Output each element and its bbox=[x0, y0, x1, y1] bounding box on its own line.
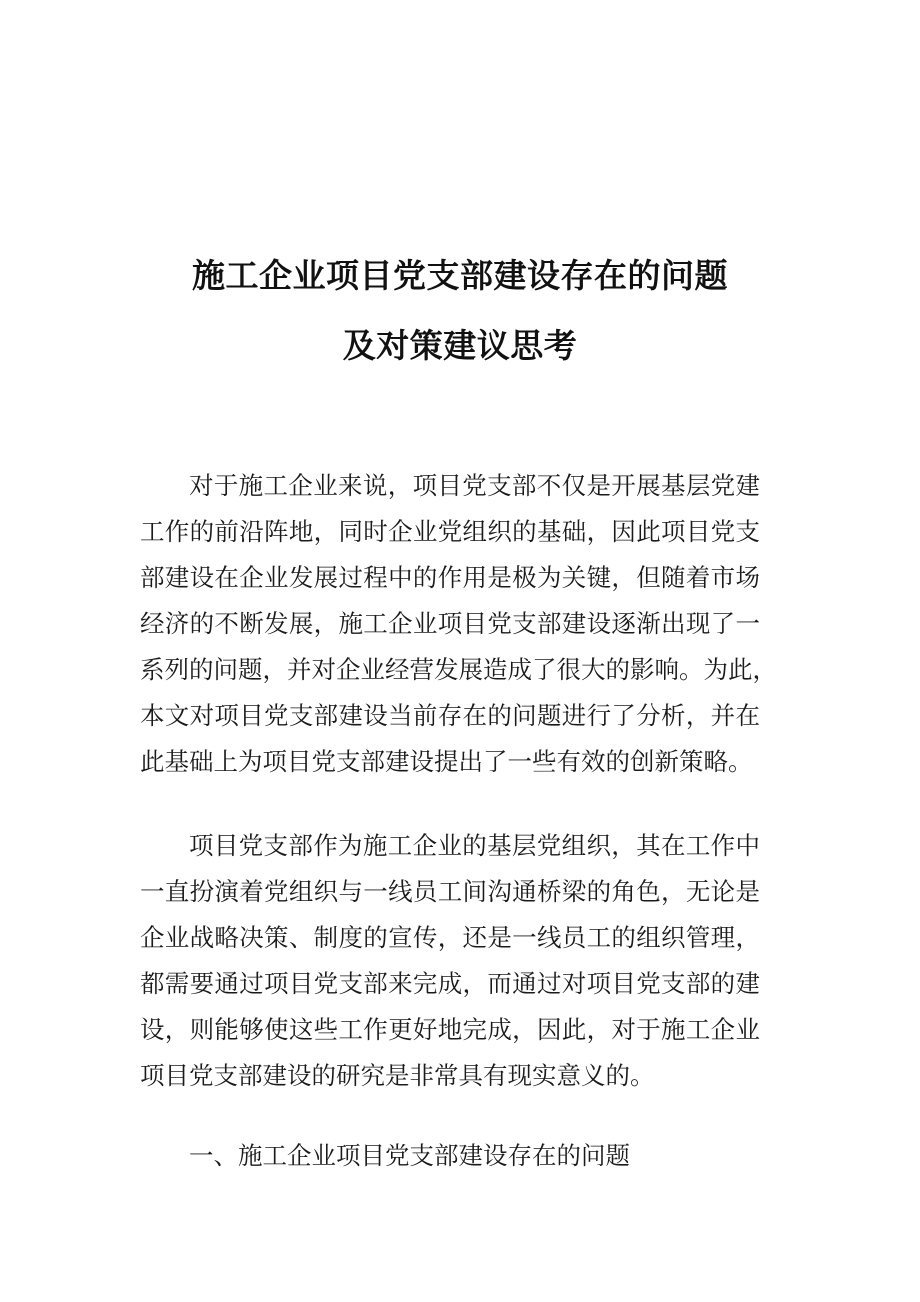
document-title-line-2: 及对策建议思考 bbox=[342, 326, 578, 365]
paragraph-line: 设，则能够使这些工作更好地完成，因此，对于施工企业 bbox=[140, 1015, 760, 1044]
paragraph-line: 项目党支部建设的研究是非常具有现实意义的。 bbox=[140, 1061, 655, 1090]
paragraph-line: 本文对项目党支部建设当前存在的问题进行了分析，并在 bbox=[140, 701, 760, 730]
paragraph-line: 工作的前沿阵地，同时企业党组织的基础，因此项目党支 bbox=[140, 517, 760, 546]
paragraph-line: 项目党支部作为施工企业的基层党组织，其在工作中 bbox=[189, 831, 760, 860]
document-title-line-1: 施工企业项目党支部建设存在的问题 bbox=[192, 256, 728, 295]
section-heading: 一、施工企业项目党支部建设存在的问题 bbox=[189, 1141, 630, 1170]
paragraph-line: 部建设在企业发展过程中的作用是极为关键，但随着市场 bbox=[140, 563, 760, 592]
paragraph-line: 系列的问题，并对企业经营发展造成了很大的影响。为此， bbox=[140, 655, 777, 684]
paragraph-line: 此基础上为项目党支部建设提出了一些有效的创新策略。 bbox=[140, 747, 753, 776]
paragraph-line: 一直扮演着党组织与一线员工间沟通桥梁的角色，无论是 bbox=[140, 877, 760, 906]
paragraph-line: 企业战略决策、制度的宣传，还是一线员工的组织管理， bbox=[140, 923, 760, 952]
paragraph-line: 都需要通过项目党支部来完成，而通过对项目党支部的建 bbox=[140, 969, 760, 998]
paragraph-line: 经济的不断发展，施工企业项目党支部建设逐渐出现了一 bbox=[140, 609, 760, 638]
paragraph-line: 对于施工企业来说，项目党支部不仅是开展基层党建 bbox=[189, 471, 760, 500]
